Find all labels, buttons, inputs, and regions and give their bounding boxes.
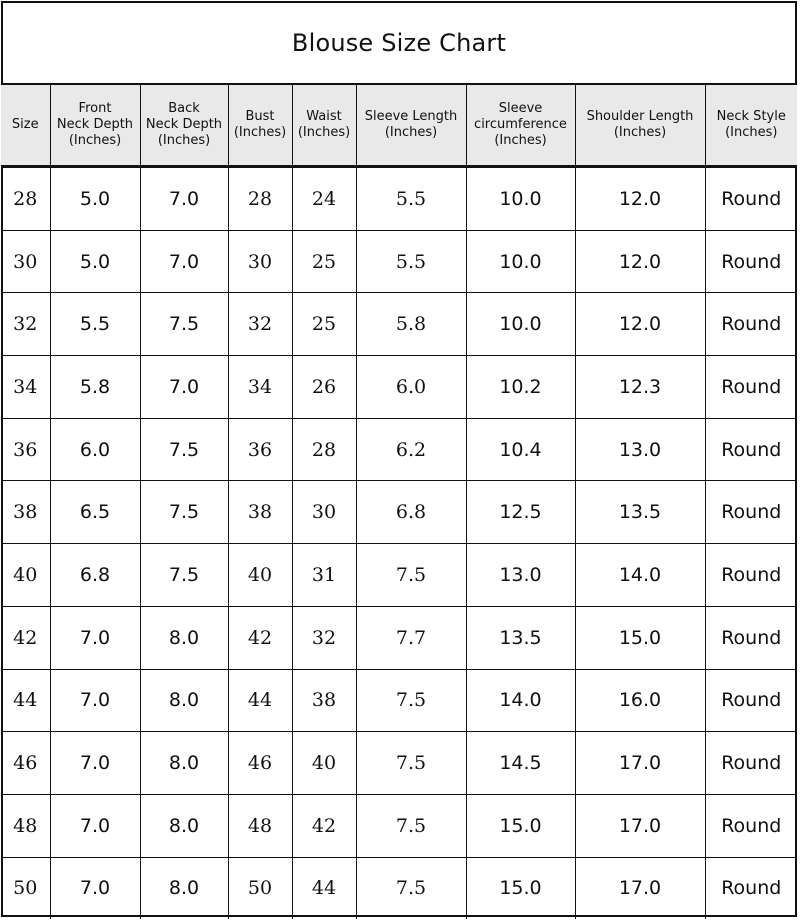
- table-cell: 10.0: [466, 230, 575, 293]
- table-cell: 7.5: [140, 293, 228, 356]
- table-cell: 46: [1, 732, 50, 795]
- table-cell: 6.8: [356, 481, 466, 544]
- table-cell: 6.5: [50, 481, 140, 544]
- size-table: [1, 85, 797, 919]
- table-cell: 12.3: [575, 356, 705, 419]
- table-cell: 36: [228, 418, 292, 481]
- column-header-line: Waist: [306, 109, 342, 124]
- table-body: [1, 167, 797, 920]
- table-cell: 14.0: [575, 544, 705, 607]
- table-cell: 10.2: [466, 356, 575, 419]
- table-cell: 7.5: [356, 669, 466, 732]
- table-cell: 17.0: [575, 732, 705, 795]
- table-cell: 7.0: [140, 356, 228, 419]
- column-header-line: Neck Depth: [145, 117, 223, 132]
- column-header: [1, 85, 50, 167]
- table-cell: 16.0: [575, 669, 705, 732]
- column-header: [466, 85, 575, 167]
- table-cell: 44: [1, 669, 50, 732]
- table-cell: 7.0: [50, 732, 140, 795]
- table-cell: 7.5: [356, 732, 466, 795]
- table-cell: 40: [228, 544, 292, 607]
- table-cell: Round: [705, 481, 797, 544]
- table-cell: 7.5: [140, 418, 228, 481]
- table-cell: 15.0: [466, 857, 575, 919]
- column-header-line: (Inches): [297, 125, 351, 140]
- table-cell: Round: [705, 167, 797, 231]
- column-header-line: (Inches): [494, 133, 547, 148]
- table-row: [1, 606, 797, 669]
- table-cell: 15.0: [575, 606, 705, 669]
- table-cell: 6.2: [356, 418, 466, 481]
- table-cell: 7.0: [50, 606, 140, 669]
- table-cell: 8.0: [140, 606, 228, 669]
- size-chart: [1, 1, 797, 917]
- chart-title: Blouse Size Chart: [3, 3, 795, 85]
- table-row: [1, 544, 797, 607]
- table-cell: 50: [1, 857, 50, 919]
- column-header-line: Size: [11, 117, 39, 132]
- table-cell: 10.0: [466, 167, 575, 231]
- column-header-line: Sleeve: [498, 101, 543, 116]
- table-row: [1, 732, 797, 795]
- table-cell: 14.5: [466, 732, 575, 795]
- table-cell: 7.5: [356, 794, 466, 857]
- table-cell: 28: [292, 418, 356, 481]
- table-row: [1, 418, 797, 481]
- table-cell: 8.0: [140, 794, 228, 857]
- table-cell: Round: [705, 857, 797, 919]
- column-header: [228, 85, 292, 167]
- table-cell: 28: [228, 167, 292, 231]
- table-cell: 46: [228, 732, 292, 795]
- table-cell: 34: [228, 356, 292, 419]
- table-cell: 28: [1, 167, 50, 231]
- table-cell: 42: [1, 606, 50, 669]
- table-cell: 6.0: [50, 418, 140, 481]
- table-row: [1, 857, 797, 919]
- column-header-line: (Inches): [68, 133, 122, 148]
- table-cell: 7.0: [50, 669, 140, 732]
- table-cell: 5.8: [50, 356, 140, 419]
- column-header-line: (Inches): [613, 125, 667, 140]
- table-cell: 44: [292, 857, 356, 919]
- table-cell: 5.8: [356, 293, 466, 356]
- table-cell: Round: [705, 669, 797, 732]
- table-cell: 25: [292, 293, 356, 356]
- table-cell: 7.5: [356, 857, 466, 919]
- table-cell: 8.0: [140, 857, 228, 919]
- table-cell: 44: [228, 669, 292, 732]
- column-header: [575, 85, 705, 167]
- table-cell: 13.5: [575, 481, 705, 544]
- table-cell: Round: [705, 732, 797, 795]
- table-row: [1, 356, 797, 419]
- table-cell: 13.5: [466, 606, 575, 669]
- table-cell: 12.0: [575, 230, 705, 293]
- table-row: [1, 669, 797, 732]
- table-row: [1, 230, 797, 293]
- table-cell: 5.5: [50, 293, 140, 356]
- table-cell: 10.4: [466, 418, 575, 481]
- column-header-line: Neck Style: [716, 109, 786, 124]
- column-header: [292, 85, 356, 167]
- column-header-line: Back: [168, 101, 200, 116]
- table-cell: 42: [228, 606, 292, 669]
- column-header-line: Neck Depth: [56, 117, 134, 132]
- table-cell: Round: [705, 606, 797, 669]
- table-cell: 48: [1, 794, 50, 857]
- table-cell: 8.0: [140, 669, 228, 732]
- table-cell: 7.5: [140, 481, 228, 544]
- table-cell: 7.5: [140, 544, 228, 607]
- table-cell: 24: [292, 167, 356, 231]
- table-cell: 50: [228, 857, 292, 919]
- table-cell: 40: [1, 544, 50, 607]
- table-cell: 38: [1, 481, 50, 544]
- table-cell: Round: [705, 230, 797, 293]
- table-cell: 13.0: [466, 544, 575, 607]
- table-cell: 48: [228, 794, 292, 857]
- table-row: [1, 167, 797, 231]
- column-header-line: (Inches): [384, 125, 438, 140]
- column-header-line: Front: [78, 101, 112, 116]
- table-cell: 7.0: [50, 857, 140, 919]
- table-cell: 8.0: [140, 732, 228, 795]
- table-cell: 32: [1, 293, 50, 356]
- table-cell: 36: [1, 418, 50, 481]
- column-header-line: Shoulder Length: [586, 109, 694, 124]
- table-cell: 25: [292, 230, 356, 293]
- table-cell: 42: [292, 794, 356, 857]
- table-cell: 7.7: [356, 606, 466, 669]
- table-cell: 17.0: [575, 794, 705, 857]
- table-cell: 30: [1, 230, 50, 293]
- table-cell: 32: [292, 606, 356, 669]
- table-row: [1, 794, 797, 857]
- column-header-line: Sleeve Length: [364, 109, 458, 124]
- column-header-line: (Inches): [233, 125, 287, 140]
- table-cell: Round: [705, 293, 797, 356]
- table-cell: 30: [292, 481, 356, 544]
- table-cell: 12.0: [575, 293, 705, 356]
- table-cell: 7.0: [50, 794, 140, 857]
- table-cell: 38: [228, 481, 292, 544]
- table-cell: 6.0: [356, 356, 466, 419]
- column-header-line: Bust: [245, 109, 275, 124]
- table-cell: 5.0: [50, 230, 140, 293]
- column-header-line: (Inches): [725, 125, 778, 140]
- table-cell: 6.8: [50, 544, 140, 607]
- table-cell: 30: [228, 230, 292, 293]
- table-cell: 7.5: [356, 544, 466, 607]
- table-cell: 7.0: [140, 230, 228, 293]
- table-cell: Round: [705, 794, 797, 857]
- table-cell: 13.0: [575, 418, 705, 481]
- column-header: [705, 85, 797, 167]
- table-cell: 5.5: [356, 230, 466, 293]
- table-cell: 12.5: [466, 481, 575, 544]
- column-header-line: (Inches): [157, 133, 211, 148]
- table-cell: 10.0: [466, 293, 575, 356]
- table-cell: 32: [228, 293, 292, 356]
- table-cell: 14.0: [466, 669, 575, 732]
- table-cell: 34: [1, 356, 50, 419]
- table-cell: 5.0: [50, 167, 140, 231]
- table-cell: 15.0: [466, 794, 575, 857]
- table-cell: 5.5: [356, 167, 466, 231]
- table-cell: 12.0: [575, 167, 705, 231]
- column-header: [50, 85, 140, 167]
- table-cell: 38: [292, 669, 356, 732]
- column-header-line: circumference: [474, 117, 567, 132]
- table-row: [1, 481, 797, 544]
- table-header-row: [1, 85, 797, 167]
- column-header: [140, 85, 228, 167]
- table-row: [1, 293, 797, 356]
- table-cell: Round: [705, 356, 797, 419]
- table-cell: 17.0: [575, 857, 705, 919]
- table-cell: 7.0: [140, 167, 228, 231]
- table-cell: Round: [705, 418, 797, 481]
- table-cell: 40: [292, 732, 356, 795]
- table-cell: Round: [705, 544, 797, 607]
- table-cell: 26: [292, 356, 356, 419]
- table-cell: 31: [292, 544, 356, 607]
- column-header: [356, 85, 466, 167]
